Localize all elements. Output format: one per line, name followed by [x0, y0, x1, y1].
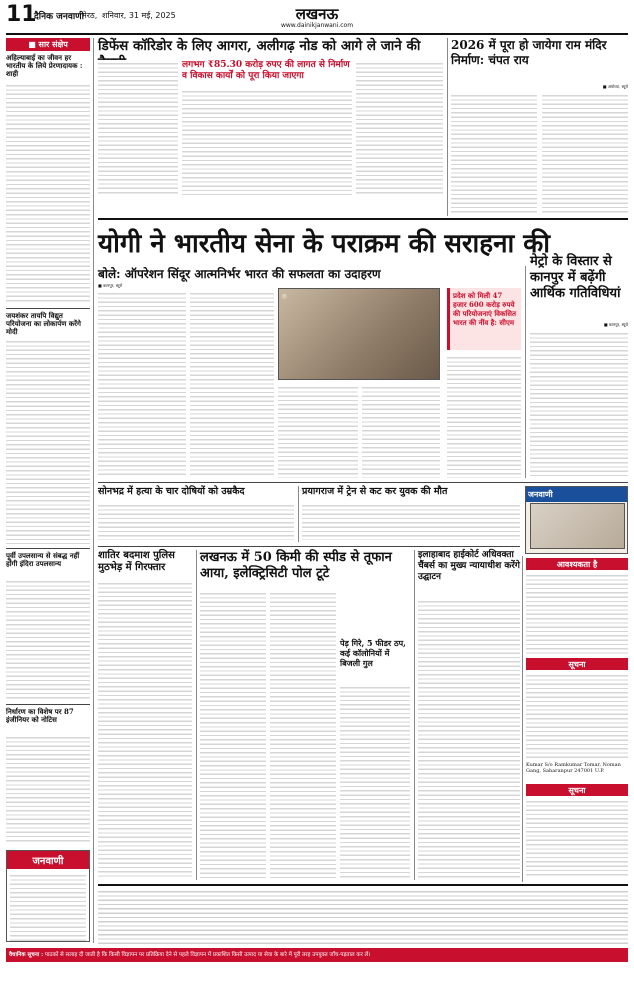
story-body — [447, 354, 521, 478]
paper-name: दैनिक जनवाणी — [34, 12, 84, 22]
story-body — [98, 290, 186, 478]
camera-icon: ⌾ — [282, 292, 287, 301]
sidebar-header: ■ सार संक्षेप — [6, 38, 90, 51]
story-ram-mandir — [451, 38, 628, 216]
sidebar-story-body — [6, 734, 90, 844]
sidebar-story-title: निर्धारण का विशेष पर 87 इंजीनियर को नोटिस — [6, 707, 74, 724]
side-headline: पेड़ गिरे, 5 फीडर ठप, कई कॉलोनियों में बिजली गुल — [340, 638, 406, 668]
story-body — [418, 598, 520, 878]
website-link[interactable]: www.dainikjanwani.com — [280, 22, 354, 29]
headline: प्रयागराज में ट्रेन से कट कर युवक की मौत — [302, 486, 448, 497]
headline: सोनभद्र में हत्या के चार दोषियों को उम्रकैद — [98, 486, 245, 497]
ad-image — [530, 503, 625, 549]
subhead: लगभग ₹85.30 करोड़ रुपए की लागत से निर्माण व विकास कार्यों को पूरा किया जाएगा — [182, 60, 350, 81]
sidebar-story-title: पूर्वी उपलसान्य से संबद्ध नहीं होंगी इंदिरा उपलसान्य — [6, 551, 80, 568]
section-title: लखनऊ — [295, 5, 339, 23]
classified-person: Kumar S/o Ramkumar Tomar, Noman Gang, Saharanpur 247001 U.P. — [526, 762, 621, 774]
story-body — [362, 384, 440, 478]
story-body — [190, 290, 274, 478]
headline: मेट्रो के विस्तार से कानपुर में बढ़ेंगी आर्थिक गतिविधियां — [530, 254, 621, 301]
classifieds — [526, 558, 628, 880]
classified-body — [526, 672, 628, 758]
janwani-ad[interactable] — [6, 850, 90, 942]
sidebar-story-body — [6, 578, 90, 700]
inset-box — [447, 288, 521, 350]
lead-story-defence — [98, 38, 443, 198]
classified-header: सूचना — [526, 784, 628, 796]
banner-headline: योगी ने भारतीय सेना के पराक्रम की सराहना की — [98, 229, 550, 259]
story-hc — [418, 550, 520, 880]
sidebar-story-body — [6, 82, 90, 304]
story-prayagraj — [302, 486, 520, 542]
masthead — [0, 0, 634, 32]
janwani-inter-ad[interactable]: जनवाणी — [525, 486, 628, 554]
headline: शातिर बदमाश पुलिस मुठभेड़ में गिरफ्तार — [98, 550, 175, 573]
story-body — [200, 590, 266, 878]
story-body — [356, 60, 443, 195]
page-number: 11 — [6, 2, 37, 27]
notice-text: पाठकों से सलाह दी जाती है कि किसी विज्ञापन पर प्रतिक्रिया देने से पहले विज्ञापन में प्रकाशित किसी उत्पाद या सेवा के बारे में पूरी तरह उपयुक्त जाँच-पड़ताल कर लें। — [44, 952, 371, 958]
inset-text: प्रदेश को मिली 47 हजार 600 करोड़ रुपये की परियोजनाएं विकसित भारत की नींव है: सीएम — [453, 291, 516, 327]
headline: डिफेंस कॉरिडोर के लिए आगरा, अलीगढ़ नोड को आगे ले जाने की — [98, 38, 421, 54]
sidebar-story-body — [6, 338, 90, 544]
square-bullet-icon: ■ — [28, 40, 39, 49]
story-body — [182, 88, 352, 195]
story-body — [542, 92, 628, 214]
headline: 2026 में पूरा हो जायेगा राम मंदिर निर्माण: चंपत राय — [451, 38, 607, 67]
dateline: ■ कानपुर, ब्यूरो — [98, 283, 123, 288]
headline: इलाहाबाद हाईकोर्ट अधिवक्ता चैंबर्स का मुख्य न्यायाधीश करेंगे उद्घाटन — [418, 550, 520, 582]
sidebar-story-title: जयशंकर तायपि विद्युत परियोजना का लोकार्पण करेंगे मोदी — [6, 311, 81, 336]
story-sonbhadra — [98, 486, 294, 542]
dateline: ■ अयोध्या, ब्यूरो — [602, 84, 628, 89]
story-body — [98, 60, 178, 195]
story-body — [451, 92, 537, 214]
banner-subhead: बोले: ऑपरेशन सिंदूर आत्मनिर्भर भारत की सफलता का उदाहरण — [98, 267, 381, 281]
legal-notice — [6, 948, 628, 962]
story-shatir — [98, 550, 192, 880]
issue-date: शनिवार, 31 मई, 2025 — [102, 11, 176, 20]
story-body — [530, 330, 628, 478]
ad-brand: जनवाणी — [7, 851, 89, 869]
imprint-directory — [98, 888, 628, 944]
classified-body — [526, 798, 628, 878]
dateline: ■ कानपुर, ब्यूरो — [603, 322, 628, 327]
story-body — [302, 502, 520, 540]
story-body — [270, 590, 336, 878]
cm-event-photo — [278, 288, 440, 380]
classified-body — [526, 572, 628, 654]
sidebar-story-title: अहिल्याबाई का जीवन हर भारतीय के लिये प्रेरणादायक : शाही — [6, 53, 83, 78]
classified-header: सूचना — [526, 658, 628, 670]
headline: लखनऊ में 50 किमी की स्पीड से तूफान आया, इलेक्ट्रिसिटी पोल टूटे — [200, 550, 392, 581]
classified-header: आवश्यकता है — [526, 558, 628, 570]
story-body — [98, 502, 294, 540]
story-storm — [200, 550, 410, 880]
story-body — [278, 384, 358, 478]
story-body — [98, 580, 192, 878]
story-body — [340, 684, 410, 878]
notice-label: वैधानिक सूचना : — [9, 952, 44, 958]
sidebar — [6, 38, 90, 943]
city: मेरठ, — [82, 11, 98, 20]
